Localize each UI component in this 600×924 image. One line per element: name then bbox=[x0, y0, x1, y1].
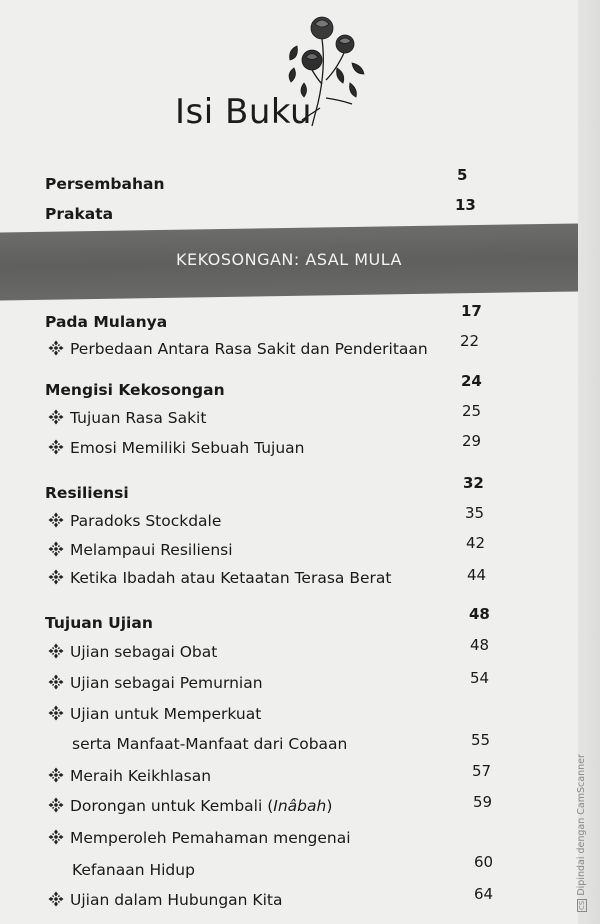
scanner-watermark: CSDipindai dengan CamScanner bbox=[576, 754, 587, 910]
page-number: 17 bbox=[461, 302, 482, 320]
page-number: 60 bbox=[474, 853, 494, 871]
section-banner-title: KEKOSONGAN: ASAL MULA bbox=[176, 250, 402, 269]
toc-subentry[interactable]: Tujuan Rasa Sakit bbox=[48, 409, 206, 427]
toc-subentry[interactable]: Ketika Ibadah atau Ketaatan Terasa Berat bbox=[48, 569, 391, 587]
page-number: 55 bbox=[471, 731, 491, 749]
toc-subentry[interactable]: Memperoleh Pemahaman mengenai bbox=[48, 829, 351, 847]
page-number: 32 bbox=[463, 474, 484, 492]
page-number: 44 bbox=[467, 566, 487, 584]
ornament-bullet-icon bbox=[48, 439, 64, 455]
ornament-bullet-icon bbox=[48, 340, 64, 356]
ornament-bullet-icon bbox=[48, 767, 64, 783]
ornament-bullet-icon bbox=[48, 643, 64, 659]
page-number: 22 bbox=[460, 332, 480, 350]
ornament-bullet-icon bbox=[48, 409, 64, 425]
ornament-bullet-icon bbox=[48, 705, 64, 721]
page-number: 59 bbox=[473, 793, 493, 811]
chapter-heading[interactable]: Mengisi Kekosongan bbox=[45, 381, 225, 399]
ornament-bullet-icon bbox=[48, 891, 64, 907]
page-number: 5 bbox=[457, 166, 468, 184]
ornament-bullet-icon bbox=[48, 797, 64, 813]
chapter-heading[interactable]: Tujuan Ujian bbox=[45, 614, 153, 632]
ornament-bullet-icon bbox=[48, 541, 64, 557]
toc-subentry[interactable]: Ujian dalam Hubungan Kita bbox=[48, 891, 282, 909]
chapter-heading[interactable]: Pada Mulanya bbox=[45, 313, 168, 331]
toc-subentry[interactable]: Emosi Memiliki Sebuah Tujuan bbox=[48, 439, 305, 457]
page-number: 48 bbox=[469, 605, 490, 623]
toc-subentry-continuation[interactable]: serta Manfaat-Manfaat dari Cobaan bbox=[72, 735, 348, 753]
ornament-bullet-icon bbox=[48, 674, 64, 690]
toc-entry-prakata[interactable]: Prakata bbox=[45, 205, 114, 223]
toc-subentry-continuation[interactable]: Kefanaan Hidup bbox=[72, 861, 195, 879]
page-number: 13 bbox=[455, 196, 476, 214]
toc-subentry[interactable]: Dorongan untuk Kembali (Inâbah) bbox=[48, 797, 332, 815]
chapter-heading[interactable]: Resiliensi bbox=[45, 484, 129, 502]
toc-entry-persembahan[interactable]: Persembahan bbox=[45, 175, 165, 193]
page-number: 29 bbox=[462, 432, 482, 450]
ornament-bullet-icon bbox=[48, 512, 64, 528]
page-number: 25 bbox=[462, 402, 482, 420]
page-number: 35 bbox=[465, 504, 485, 522]
page-number: 48 bbox=[470, 636, 490, 654]
toc-subentry[interactable]: Meraih Keikhlasan bbox=[48, 767, 211, 785]
toc-subentry[interactable]: Perbedaan Antara Rasa Sakit dan Penderitaan bbox=[48, 340, 428, 358]
page-number: 24 bbox=[461, 372, 482, 390]
page-number: 42 bbox=[466, 534, 486, 552]
toc-subentry[interactable]: Ujian sebagai Pemurnian bbox=[48, 674, 263, 692]
toc-subentry[interactable]: Melampaui Resiliensi bbox=[48, 541, 233, 559]
toc-subentry[interactable]: Paradoks Stockdale bbox=[48, 512, 221, 530]
ornament-bullet-icon bbox=[48, 569, 64, 585]
page-number: 57 bbox=[472, 762, 492, 780]
ornament-bullet-icon bbox=[48, 829, 64, 845]
page-number: 64 bbox=[474, 885, 494, 903]
camscanner-logo-icon: CS bbox=[578, 900, 586, 910]
toc-subentry[interactable]: Ujian sebagai Obat bbox=[48, 643, 217, 661]
page-title: Isi Buku bbox=[175, 92, 313, 132]
page-number: 54 bbox=[470, 669, 490, 687]
toc-subentry[interactable]: Ujian untuk Memperkuat bbox=[48, 705, 261, 723]
